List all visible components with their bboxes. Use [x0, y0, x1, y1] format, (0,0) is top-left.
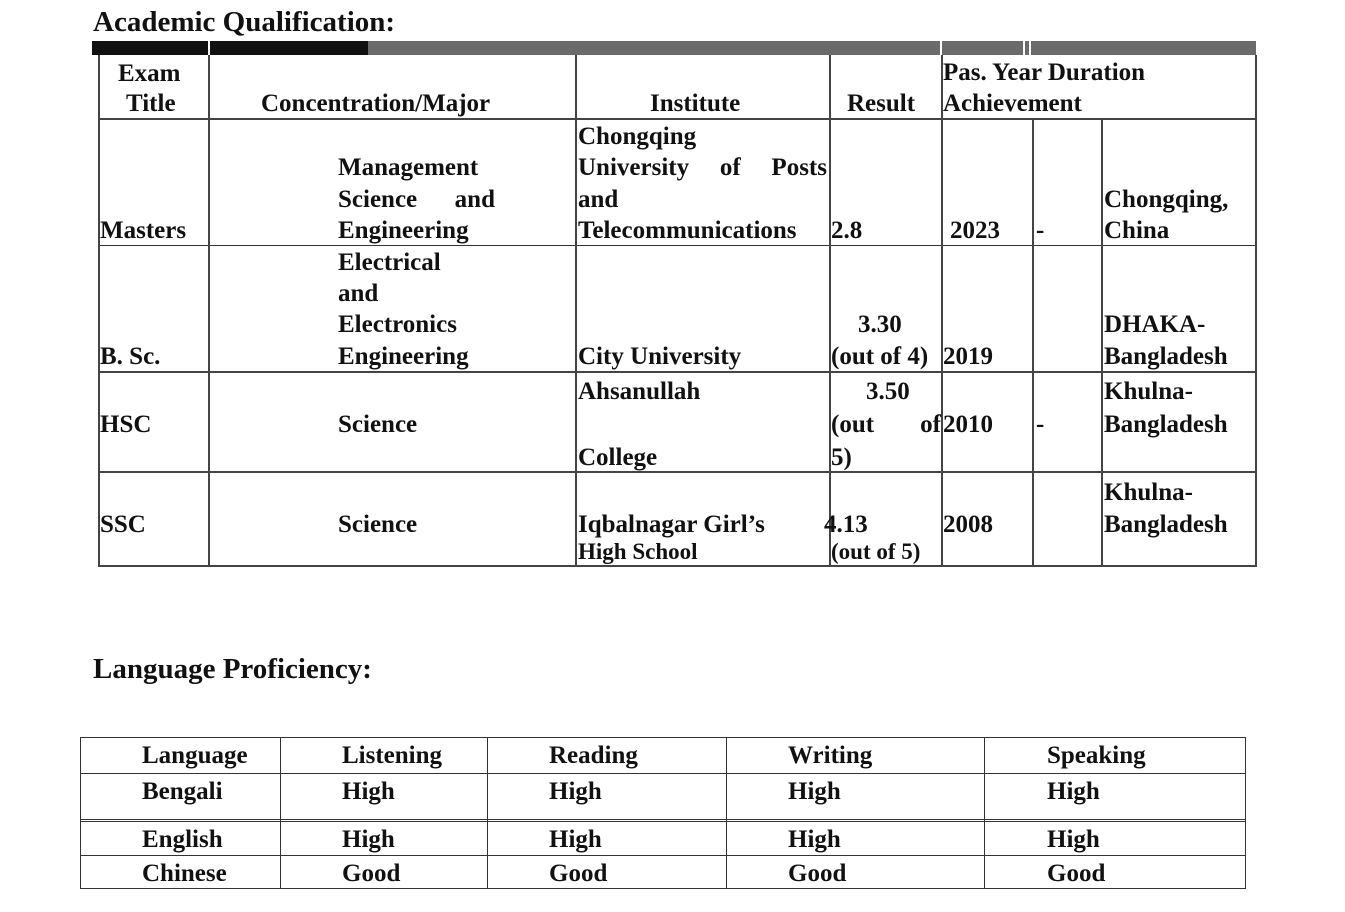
major-line: Science — [338, 511, 418, 538]
result-scale: (out of — [831, 411, 941, 438]
table-top-bar-dark-left — [92, 41, 208, 55]
achievement-line: China — [1104, 217, 1170, 244]
col-writing: Writing — [788, 742, 873, 769]
achievement-line: Bangladesh — [1104, 511, 1228, 538]
reading-level: High — [549, 826, 602, 853]
achievement-line: Khulna- — [1104, 479, 1193, 506]
col-reading: Reading — [549, 742, 638, 769]
writing-level: High — [788, 778, 841, 805]
speaking-level: Good — [1047, 860, 1106, 887]
language-name: English — [142, 826, 223, 853]
exam-title: Masters — [100, 217, 187, 244]
result-value: 2.8 — [831, 217, 863, 244]
result-value: 3.50 — [866, 378, 910, 405]
table-top-bar-gap-3 — [1023, 41, 1025, 55]
result-value: 4.13 — [824, 511, 868, 538]
reading-level: High — [549, 778, 602, 805]
exam-title: HSC — [100, 411, 152, 438]
header-concentration: Concentration/Major — [261, 90, 491, 117]
header-institute: Institute — [650, 90, 741, 117]
institute-line: Telecommunications — [578, 217, 797, 244]
achievement-line: Bangladesh — [1104, 343, 1228, 370]
passing-year: 2010 — [943, 411, 993, 438]
passing-year: 2008 — [943, 511, 993, 538]
speaking-level: High — [1047, 778, 1100, 805]
duration: - — [1036, 411, 1045, 438]
major-line: Electrical — [338, 249, 441, 276]
achievement-line: Chongqing, — [1104, 186, 1229, 213]
institute-line: High School — [578, 539, 698, 564]
institute-line: College — [578, 444, 658, 471]
major-line: Engineering — [338, 217, 469, 244]
major-line: Management — [338, 154, 479, 181]
institute-line: City University — [578, 343, 742, 370]
table-top-bar-gap-4 — [1029, 41, 1031, 55]
result-scale: (out of 5) — [831, 539, 921, 564]
major-line: and — [338, 280, 379, 307]
institute-line: University of Posts — [578, 154, 827, 181]
result-value: 3.30 — [858, 311, 902, 338]
passing-year: 2023 — [950, 217, 1000, 244]
header-achievement: Achievement — [943, 90, 1082, 117]
listening-level: High — [342, 826, 395, 853]
table-top-bar-dark-mid — [210, 41, 368, 55]
major-line: Engineering — [338, 343, 469, 370]
header-result: Result — [847, 90, 916, 117]
institute-line: Chongqing — [578, 123, 697, 150]
speaking-level: High — [1047, 826, 1100, 853]
major-line: Science — [338, 411, 418, 438]
col-language: Language — [142, 742, 248, 769]
result-scale: 5) — [831, 444, 852, 471]
institute-line: Ahsanullah — [578, 378, 701, 405]
writing-level: Good — [788, 860, 847, 887]
institute-line: and — [578, 186, 619, 213]
exam-title: SSC — [100, 511, 146, 538]
header-pas-year-duration: Pas. Year Duration — [943, 59, 1146, 86]
language-name: Bengali — [142, 778, 223, 805]
header-exam-title-line2: Title — [126, 90, 176, 117]
col-listening: Listening — [342, 742, 443, 769]
major-line: Science and — [338, 186, 495, 213]
passing-year: 2019 — [943, 343, 993, 370]
header-exam-title-line1: Exam — [118, 60, 181, 87]
institute-line: Iqbalnagar Girl’s — [578, 511, 765, 538]
col-speaking: Speaking — [1047, 742, 1146, 769]
writing-level: High — [788, 826, 841, 853]
major-line: Electronics — [338, 311, 457, 338]
table-top-bar-gap-2 — [940, 41, 942, 55]
language-name: Chinese — [142, 860, 227, 887]
academic-heading: Academic Qualification: — [93, 6, 396, 38]
reading-level: Good — [549, 860, 608, 887]
exam-title: B. Sc. — [100, 343, 161, 370]
achievement-line: Bangladesh — [1104, 411, 1228, 438]
result-scale: (out of 4) — [831, 343, 929, 370]
listening-level: Good — [342, 860, 401, 887]
duration: - — [1036, 217, 1045, 244]
achievement-line: DHAKA- — [1104, 311, 1206, 338]
achievement-line: Khulna- — [1104, 378, 1193, 405]
listening-level: High — [342, 778, 395, 805]
language-heading: Language Proficiency: — [93, 653, 372, 685]
table-top-bar-gap-1 — [208, 41, 210, 55]
